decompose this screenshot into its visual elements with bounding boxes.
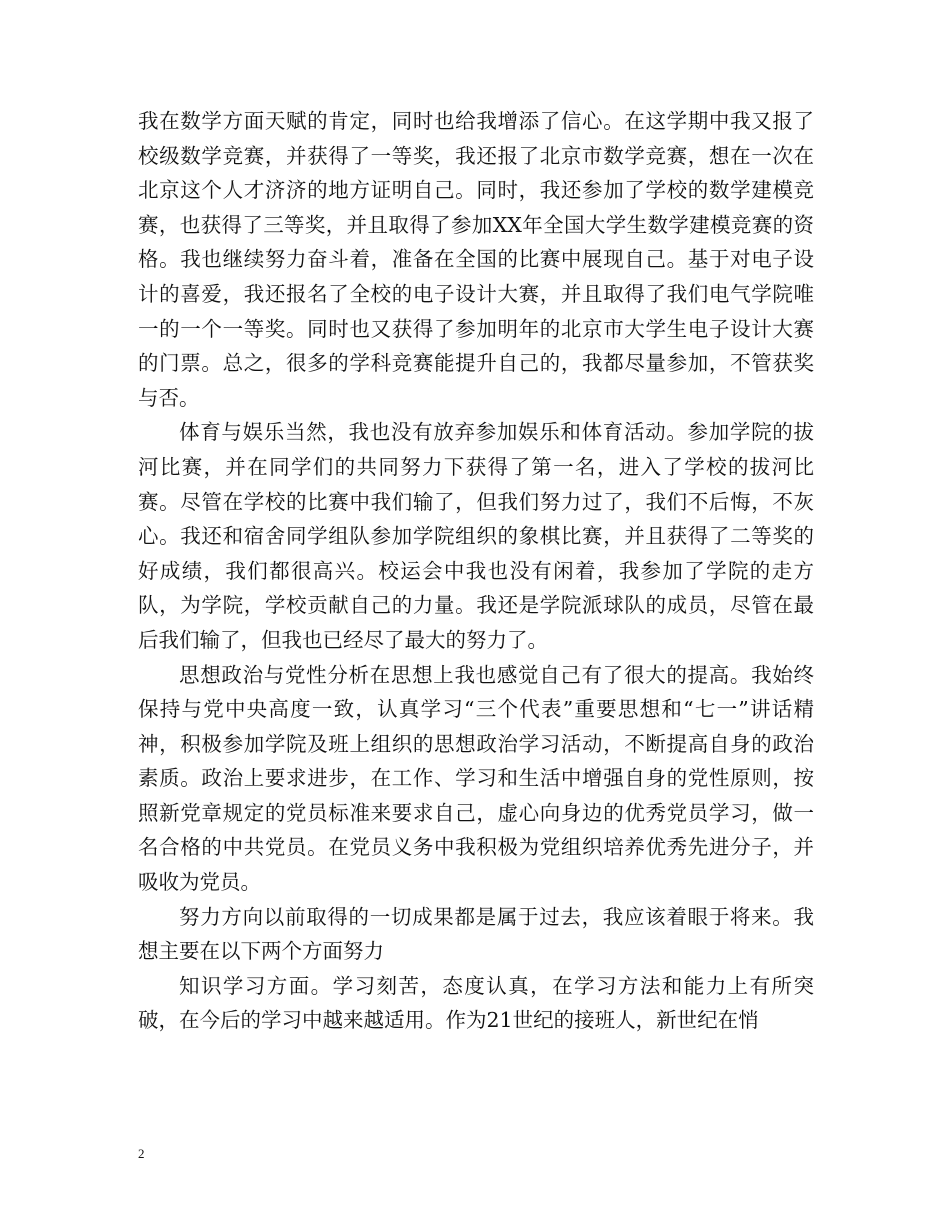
page-number: 2 <box>138 1146 145 1161</box>
paragraph-knowledge-study: 知识学习方面。学习刻苦，态度认真，在学习方法和能力上有所突破，在今后的学习中越来越适用。作为21世纪的接班人，新世纪在悄 <box>138 973 814 1033</box>
paragraph-sports-entertainment: 体育与娱乐当然，我也没有放弃参加娱乐和体育活动。参加学院的拔河比赛，并在同学们的共同努力下获得了第一名，进入了学校的拔河比赛。尽管在学校的比赛中我们输了，但我们努力过了，我们不后悔，不灰心。我还和宿舍同学组队参加学院组织的象棋比赛，并且获得了二等奖的好成绩，我们都很高兴。校运会中我也没有闲着，我参加了学院的走方队，为学院，学校贡献自己的力量。我还是学院派球队的成员，尽管在最后我们输了，但我也已经尽了最大的努力了。 <box>138 420 814 652</box>
paragraph-political-thought: 思想政治与党性分析在思想上我也感觉自己有了很大的提高。我始终保持与党中央高度一致，认真学习“三个代表”重要思想和“七一”讲话精神，积极参加学院及班上组织的思想政治学习活动，不断提高自身的政治素质。政治上要求进步，在工作、学习和生活中增强自身的党性原则，按照新党章规定的党员标准来要求自己，虚心向身边的优秀党员学习，做一名合格的中共党员。在党员义务中我积极为党组织培养优秀先进分子，并吸收为党员。 <box>138 662 814 895</box>
paragraph-competitions: 我在数学方面天赋的肯定，同时也给我增添了信心。在这学期中我又报了校级数学竞赛，并获得了一等奖，我还报了北京市数学竞赛，想在一次在北京这个人才济济的地方证明自己。同时，我还参加了学校的数学建模竞赛，也获得了三等奖，并且取得了参加XX年全国大学生数学建模竞赛的资格。我也继续努力奋斗着，准备在全国的比赛中展现自己。基于对电子设计的喜爱，我还报名了全校的电子设计大赛，并且取得了我们电气学院唯一的一个一等奖。同时也又获得了参加明年的北京市大学生电子设计大赛的门票。总之，很多的学科竞赛能提升自己的，我都尽量参加，不管获奖与否。 <box>138 109 814 410</box>
document-body <box>138 104 814 1038</box>
paragraph-future-direction: 努力方向以前取得的一切成果都是属于过去，我应该着眼于将来。我想主要在以下两个方面努力 <box>138 904 814 964</box>
